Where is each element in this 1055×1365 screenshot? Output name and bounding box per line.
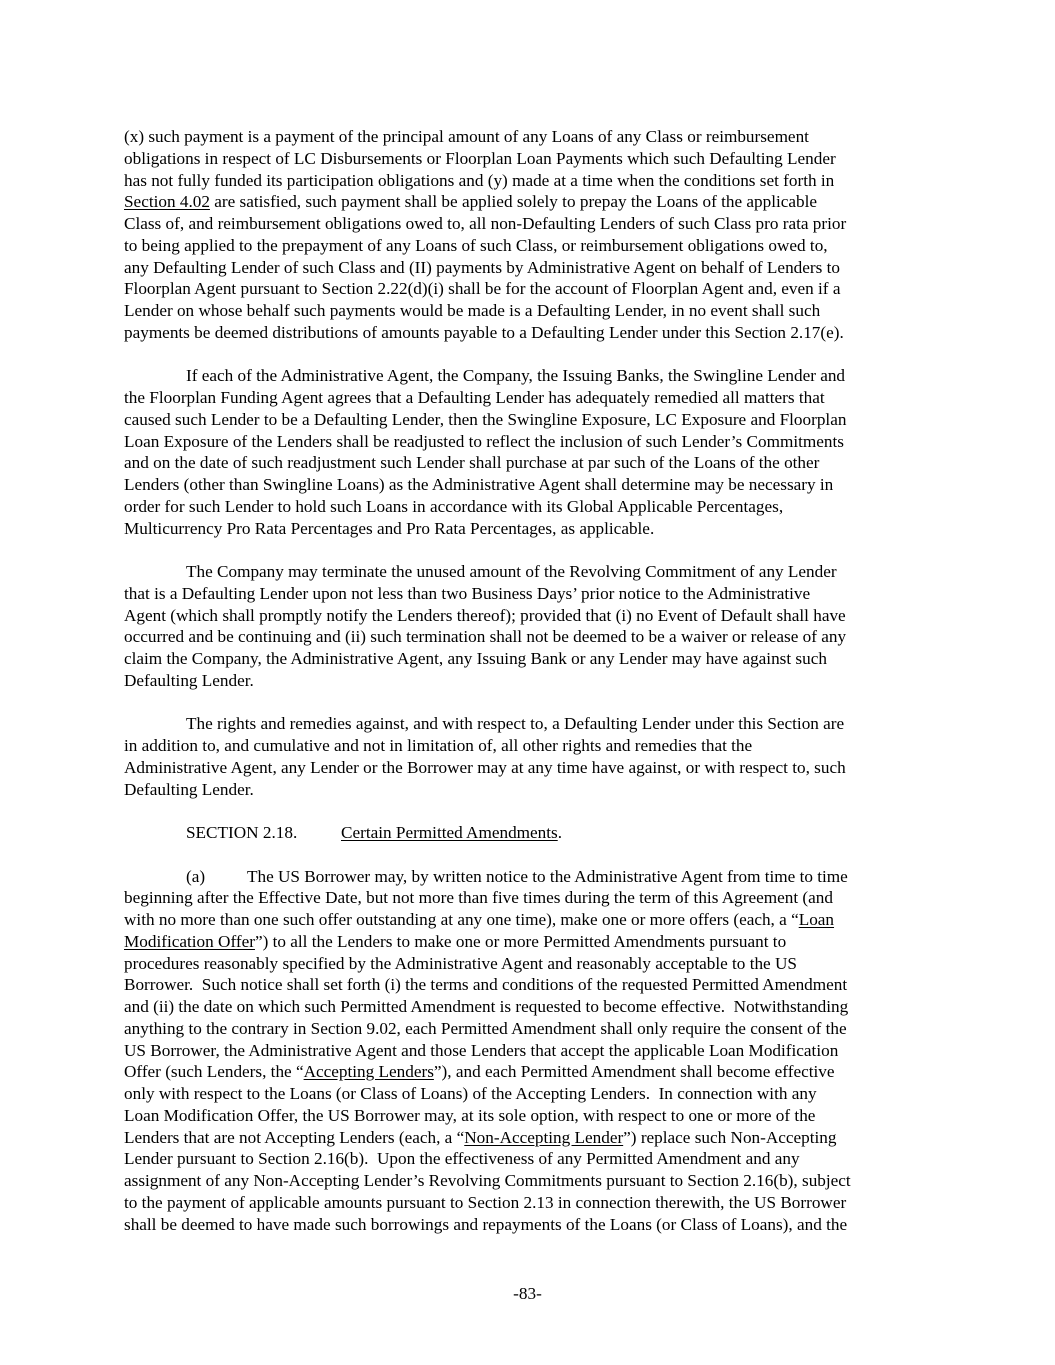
section-heading xyxy=(124,822,930,844)
paragraph-spacer xyxy=(124,844,930,866)
page-number: -83- xyxy=(513,1284,542,1303)
paragraph-spacer xyxy=(124,344,930,366)
defined-term-non-accepting-lender: Non-Accepting Lender xyxy=(464,1127,624,1147)
defined-term-accepting-lenders: Accepting Lenders xyxy=(303,1062,434,1082)
text-line: Multicurrency Pro Rata Percentages and Pro Rata Percentages, as applicable. xyxy=(124,518,655,538)
text-line: caused such Lender to be a Defaulting Lender, then the Swingline Exposure, LC Exposure and Floorplan xyxy=(124,409,847,429)
text-line: occurred and be continuing and (ii) such termination shall not be deemed to be a waiver or release of any xyxy=(124,627,847,647)
text-line xyxy=(124,1127,930,1149)
text-line: Borrower. Such notice shall set forth (i) the terms and conditions of the requested Permitted Amendment xyxy=(124,975,848,995)
text-line: If each of the Administrative Agent, the Company, the Issuing Banks, the Swingline Lender and xyxy=(186,366,846,386)
paragraph-permitted-amendments-a xyxy=(124,866,930,1236)
paragraph-spacer xyxy=(124,692,930,714)
text-line: beginning after the Effective Date, but not more than five times during the term of this Agreement (and xyxy=(124,888,833,908)
text-line: The Company may terminate the unused amount of the Revolving Commitment of any Lender xyxy=(186,562,837,581)
text-line: anything to the contrary in Section 9.02, each Permitted Amendment shall only require the consent of the xyxy=(124,1018,847,1038)
text-fragment: ”), and each Permitted Amendment shall become effective xyxy=(433,1062,835,1082)
paragraph-termination xyxy=(124,561,930,692)
section-title: Certain Permitted Amendments xyxy=(341,823,558,842)
document-page xyxy=(124,126,930,1235)
text-line: the Floorplan Funding Agent agrees that a Defaulting Lender has adequately remedied all matters that xyxy=(124,388,825,407)
text-line xyxy=(124,931,930,953)
text-line: (x) such payment is a payment of the principal amount of any Loans of any Class or reimbursement xyxy=(124,127,809,146)
text-line: shall be deemed to have made such borrowings and repayments of the Loans (or Class of Loans), and the xyxy=(124,1214,848,1234)
text-line: Lender pursuant to Section 2.16(b). Upon the effectiveness of any Permitted Amendment and any xyxy=(124,1149,800,1169)
text-line: has not fully funded its participation obligations and (y) made at a time when the conditions set forth in xyxy=(124,170,835,190)
paragraph-defaulting-lender-payments xyxy=(124,126,930,344)
text-line: Loan Exposure of the Lenders shall be readjusted to reflect the inclusion of such Lender’s Commitments xyxy=(124,431,844,451)
paragraph-readjustment xyxy=(124,365,930,539)
subsection-label: (a) xyxy=(186,866,206,886)
text-line xyxy=(124,909,930,931)
text-fragment: Lenders that are not Accepting Lenders (each, a “ xyxy=(124,1127,465,1147)
text-line: Loan Modification Offer, the US Borrower may, at its sole option, with respect to one or more of the xyxy=(124,1105,816,1125)
text-fragment: ”) to all the Lenders to make one or more Permitted Amendments pursuant to xyxy=(254,931,787,951)
text-line: Floorplan Agent pursuant to Section 2.22(d)(i) shall be for the account of Floorplan Agent and, even if a xyxy=(124,279,841,299)
text-line: only with respect to the Loans (or Class of Loans) of the Accepting Lenders. In connection with any xyxy=(124,1084,817,1103)
text-line: Defaulting Lender. xyxy=(124,779,254,799)
paragraph-rights-and-remedies xyxy=(124,713,930,800)
text-line: order for such Lender to hold such Loans in accordance with its Global Applicable Percentages, xyxy=(124,496,784,516)
text-line: Lenders (other than Swingline Loans) as the Administrative Agent shall determine may be necessary in xyxy=(124,475,834,494)
text-line: Administrative Agent, any Lender or the Borrower may at any time have against, or with respect to, such xyxy=(124,757,846,777)
text-line: The rights and remedies against, and with respect to, a Defaulting Lender under this Section are xyxy=(186,714,845,734)
text-line: that is a Defaulting Lender upon not less than two Business Days’ prior notice to the Administrative xyxy=(124,583,811,603)
text-fragment: with no more than one such offer outstanding at any one time), make one or more offers (each, a “ xyxy=(124,910,799,929)
text-line xyxy=(124,866,930,888)
text-line: obligations in respect of LC Disbursements or Floorplan Loan Payments which such Defaulting Lender xyxy=(124,148,836,168)
text-line: procedures reasonably specified by the Administrative Agent and reasonably acceptable to the US xyxy=(124,953,797,973)
text-line: to being applied to the prepayment of any Loans of such Class, or reimbursement obligations owed to, xyxy=(124,235,828,255)
paragraph-spacer xyxy=(124,800,930,822)
text-line: and on the date of such readjustment such Lender shall purchase at par such of the Loans of the other xyxy=(124,453,820,473)
text-line: Defaulting Lender. xyxy=(124,670,254,690)
text-line: US Borrower, the Administrative Agent and those Lenders that accept the applicable Loan Modification xyxy=(124,1040,839,1060)
text-line xyxy=(124,191,930,213)
section-4-02-link[interactable]: Section 4.02 xyxy=(124,192,210,212)
paragraph-spacer xyxy=(124,539,930,561)
text-line: Class of, and reimbursement obligations owed to, all non-Defaulting Lenders of such Class pro rata prior xyxy=(124,214,847,233)
text-line: in addition to, and cumulative and not in limitation of, all other rights and remedies that the xyxy=(124,736,753,755)
text-line: assignment of any Non-Accepting Lender’s Revolving Commitments pursuant to Section 2.16(b), subject xyxy=(124,1171,851,1190)
text-line: payments be deemed distributions of amounts payable to a Defaulting Lender under this Section 2.17(e). xyxy=(124,322,844,342)
defined-term-loan-modification-offer: Modification Offer xyxy=(124,931,255,951)
defined-term-loan-modification-offer: Loan xyxy=(798,910,835,929)
text-line: to the payment of applicable amounts pursuant to Section 2.13 in connection therewith, the US Borrower xyxy=(124,1192,847,1212)
text-line: Lender on whose behalf such payments would be made is a Defaulting Lender, in no event shall such xyxy=(124,301,821,320)
text-fragment: The US Borrower may, by written notice to the Administrative Agent from time to time xyxy=(247,866,848,886)
text-fragment: Offer (such Lenders, the “ xyxy=(124,1062,304,1082)
text-fragment: are satisfied, such payment shall be applied solely to prepay the Loans of the applicable xyxy=(209,192,818,212)
text-fragment: ”) replace such Non-Accepting xyxy=(623,1127,837,1147)
text-line: and (ii) the date on which such Permitted Amendment is requested to become effective. Notwithstanding xyxy=(124,997,849,1016)
text-line: claim the Company, the Administrative Agent, any Issuing Bank or any Lender may have against such xyxy=(124,649,827,668)
section-heading-line xyxy=(124,822,930,844)
section-title-period: . xyxy=(557,823,563,842)
text-line: any Defaulting Lender of such Class and (II) payments by Administrative Agent on behalf of Lenders to xyxy=(124,257,840,277)
section-number: SECTION 2.18. xyxy=(186,823,298,842)
text-line: Agent (which shall promptly notify the Lenders thereof); provided that (i) no Event of Default shall have xyxy=(124,605,846,625)
text-line xyxy=(124,1061,930,1083)
